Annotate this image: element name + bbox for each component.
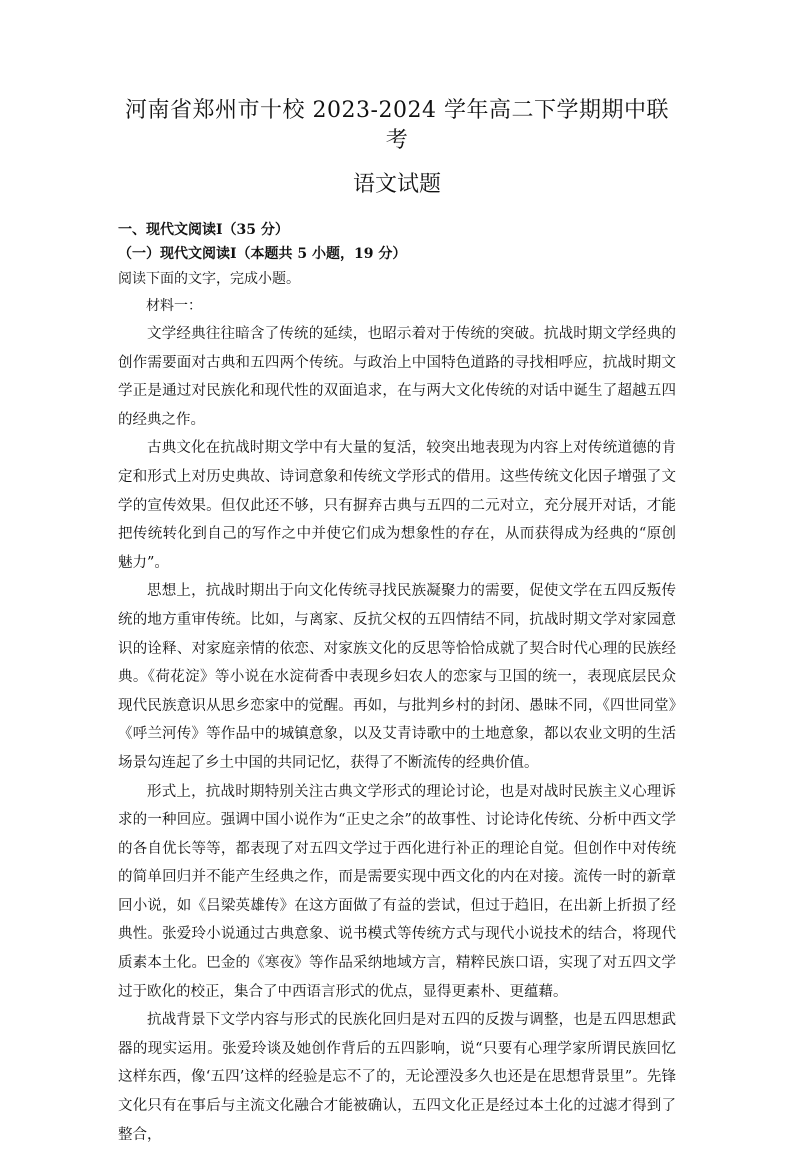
reading-instruction: 阅读下面的文字，完成小题。 [118,271,300,287]
paragraph-4: 形式上，抗战时期特别关注古典文学形式的理论讨论，也是对战时民族主义心理诉求的一种回应。强调中国小说作为“正史之余”的故事性、讨论诗化传统、分析中西文学的各自优长等等，都表现了对五四文学过于西化进行补正的理论自觉。但创作中对传统的简单回归并不能产生经典之作，而是需要实现中西文化的内在对接。流传一时的新章回小说，如《吕梁英雄传》在这方面做了有益的尝试，但过于趋旧，在出新上折损了经典性。张爱玲小说通过古典意象、说书模式等传统方式与现代小说技术的结合，将现代质素本土化。巴金的《寒夜》等作品采纳地域方言，精粹民族口语，实现了对五四文学过于欧化的校正，集合了中西语言形式的优点，显得更素朴、更蕴藉。 [118,783,676,1000]
document-subtitle: 语文试题 [352,172,441,197]
section-heading-part-one: 一、现代文阅读Ⅰ（35 分） [118,222,289,238]
paragraph-1: 文学经典往往暗含了传统的延续，也昭示着对于传统的突破。抗战时期文学经典的创作需要面对古典和五四两个传统。与政治上中国特色道路的寻找相呼应，抗战时期文学正是通过对民族化和现代性的双面追求，在与两大文化传统的对话中诞生了超越五四的经典之作。 [118,326,676,428]
material-label: 材料一： [146,298,202,314]
paragraph-2: 古典文化在抗战时期文学中有大量的复活，较突出地表现为内容上对传统道德的肯定和形式上对历史典故、诗词意象和传统文学形式的借用。这些传统文化因子增强了文学的宣传效果。但仅此还不够，只有摒弃古典与五四的二元对立，充分展开对话，才能把传统转化到自己的写作之中并使它们成为想象性的存在，从而获得成为经典的“原创魅力”。 [118,440,676,571]
document-title: 河南省郑州市十校 2023-2024 学年高二下学期期中联考 [125,98,669,153]
paragraph-5: 抗战背景下文学内容与形式的民族化回归是对五四的反拨与调整，也是五四思想武器的现实运用。张爱玲谈及她创作背后的五四影响，说“只要有心理学家所谓民族回忆这样东西，像‘五四’这样的经验是忘不了的，无论湮没多久也还是在思想背景里”。先锋文化只有在事后与主流文化融合才能被确认，五四文化正是经过本土化的过滤才得到了整合， [118,1012,676,1143]
section-subheading-reading-one: （一）现代文阅读Ⅰ（本题共 5 小题，19 分） [118,246,407,262]
paragraph-3: 思想上，抗战时期出于向文化传统寻找民族凝聚力的需要，促使文学在五四反叛传统的地方重审传统。比如，与离家、反抗父权的五四情结不同，抗战时期文学对家园意识的诠释、对家庭亲情的依恋、对家族文化的反思等恰恰成就了契合时代心理的民族经典。《荷花淀》等小说在水淀荷香中表现乡妇农人的恋家与卫国的统一，表现底层民众现代民族意识从思乡恋家中的觉醒。再如，与批判乡村的封闭、愚昧不同，《四世同堂》《呼兰河传》等作品中的城镇意象，以及艾青诗歌中的土地意象，都以农业文明的生活场景勾连起了乡土中国的共同记忆，获得了不断流传的经典价值。 [118,583,676,771]
